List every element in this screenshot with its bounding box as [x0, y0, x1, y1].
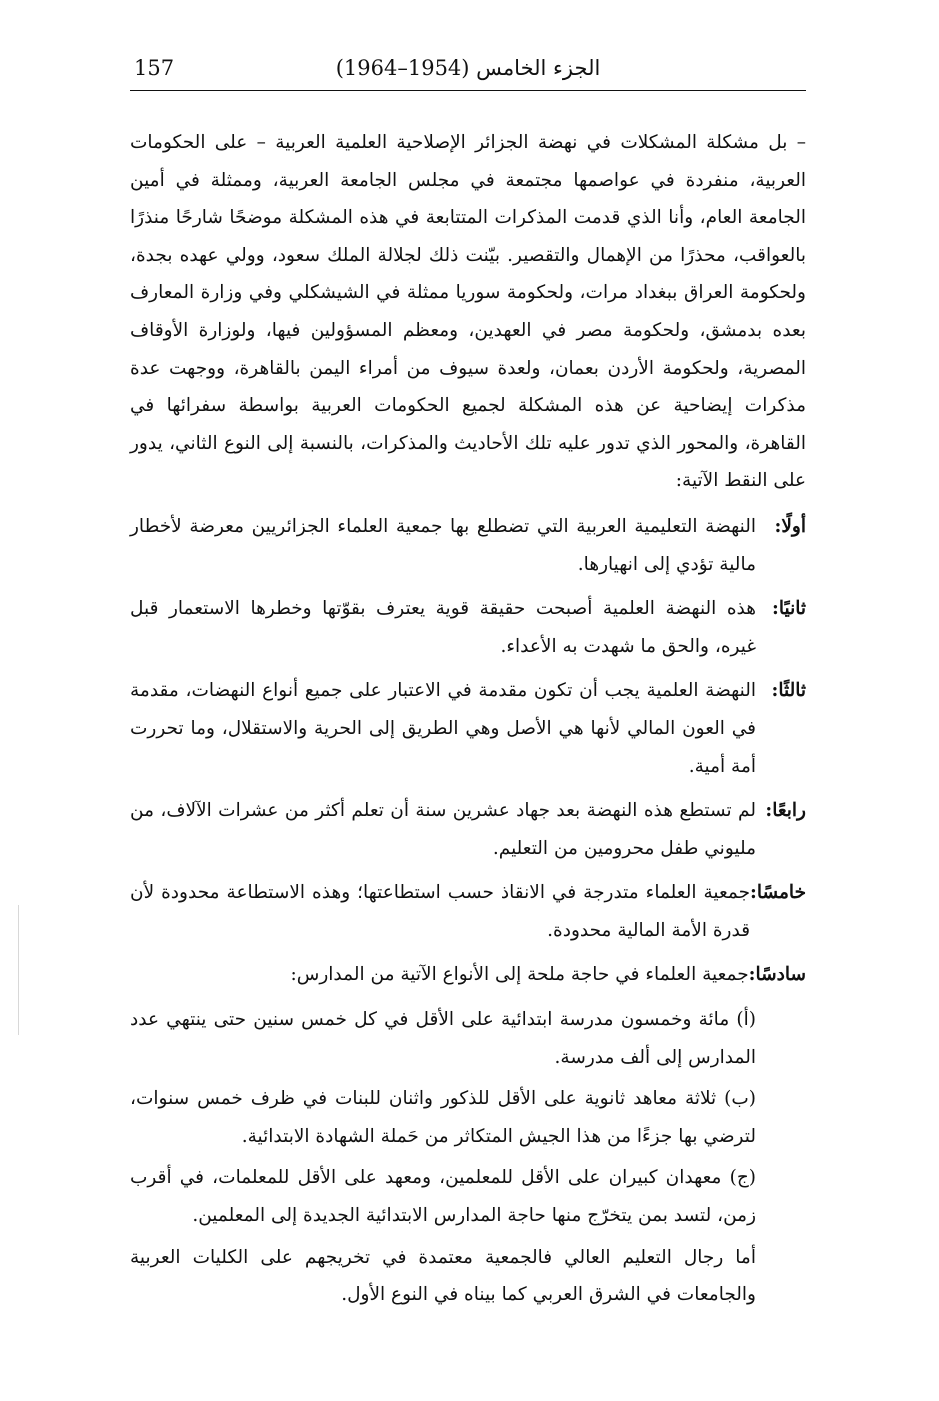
point-text: لم تستطع هذه النهضة بعد جهاد عشرين سنة أن تعلم أكثر من عشرات الآلاف، من مليوني طفل محرومين من التعليم. [130, 800, 756, 859]
point-text: جمعية العلماء متدرجة في الانقاذ حسب استطاعتها؛ وهذه الاستطاعة محدودة لأن قدرة الأمة المالية محدودة. [130, 882, 751, 941]
sub-item: أما رجال التعليم العالي فالجمعية معتمدة في تخريجهم على الكليات العربية والجامعات في الشرق العربي كما بيناه في النوع الأول. [130, 1246, 756, 1306]
point-label: خامسًا: [750, 882, 806, 904]
point-item [130, 956, 806, 994]
point-label: ثالثًا: [771, 680, 806, 702]
point-label: ثانيًا: [772, 598, 806, 620]
schools-sub-list [130, 1001, 756, 1314]
page-number: 157 [134, 56, 175, 80]
margin-rule [18, 905, 19, 1035]
point-item [130, 792, 806, 867]
point-label: سادسًا: [748, 964, 806, 986]
point-text: النهضة العلمية يجب أن تكون مقدمة في الاعتبار على جميع أنواع النهضات، مقدمة في العون المالي لأنها هي الأصل وهي الطريق إلى الحرية والاستقلال، وما تحررت أمة أمية. [130, 680, 756, 777]
point-text: النهضة التعليمية العربية التي تضطلع بها جمعية العلماء الجزائريين معرضة لأخطار مالية تؤدي إلى انهيارها. [130, 515, 756, 575]
point-item [130, 672, 806, 785]
sub-item: (ج) معهدان كبيران على الأقل للمعلمين، ومعهد على الأقل للمعلمات، في أقرب زمن، لتسد بمن يتخرّج منها حاجة المدارس الابتدائية الجديدة إلى المعلمين. [130, 1167, 756, 1227]
points-list [130, 508, 806, 1314]
point-item [130, 874, 806, 949]
sub-item: (ب) ثلاثة معاهد ثانوية على الأقل للذكور واثنان للبنات في ظرف خمس سنوات، لترضي بها جزءًا من هذا الجيش المتكاثر من حَملة الشهادة الابتدائية. [130, 1088, 756, 1147]
point-label: أولًا: [774, 515, 806, 537]
sub-item: (أ) مائة وخمسون مدرسة ابتدائية على الأقل في كل خمس سنين حتى ينتهي عدد المدارس إلى ألف مدرسة. [130, 1009, 756, 1068]
intro-paragraph: – بل مشكلة المشكلات في نهضة الجزائر الإصلاحية العلمية العربية – على الحكومات العربية، منفردة في عواصمها مجتمعة في مجلس الجامعة العربية، وممثلة في أمين الجامعة العام، وأنا الذي قدمت المذكرات المتتابعة في هذه المشكلة موضحًا شارحًا منذرًا بالعواقب، محذرًا من الإهمال والتقصير. بيّنت ذلك لجلالة الملك سعود، وولي عهده بجدة، ولحكومة العراق ببغداد مرات، ولحكومة سوريا ممثلة في الشيشكلي وفي وزارة المعارف بعده بدمشق، ولحكومة مصر في العهدين، ومعظم المسؤولين فيها، ولوزارة الأوقاف المصرية، ولحكومة الأردن بعمان، ولعدة سيوف من أمراء اليمن بالقاهرة، ووجهت عدة مذكرات إيضاحية عن هذه المشكلة لجميع الحكومات العربية بواسطة سفرائها في القاهرة، والمحور الذي تدور عليه تلك الأحاديث والمذكرات، بالنسبة إلى النوع الثاني، يدور على النقط الآتية: [130, 132, 806, 492]
point-label: رابعًا: [765, 800, 806, 822]
page-header [130, 54, 806, 91]
point-text: جمعية العلماء في حاجة ملحة إلى الأنواع الآتية من المدارس: [290, 964, 749, 986]
point-item [130, 508, 806, 583]
point-text: هذه النهضة العلمية أصبحت حقيقة قوية يعترف بقوّتها وخطرها الاستعمار قبل غيره، والحق ما شهدت به الأعداء. [130, 598, 756, 657]
running-title: الجزء الخامس (1954–1964) [335, 56, 601, 80]
page-body [130, 124, 806, 1318]
point-item [130, 590, 806, 665]
